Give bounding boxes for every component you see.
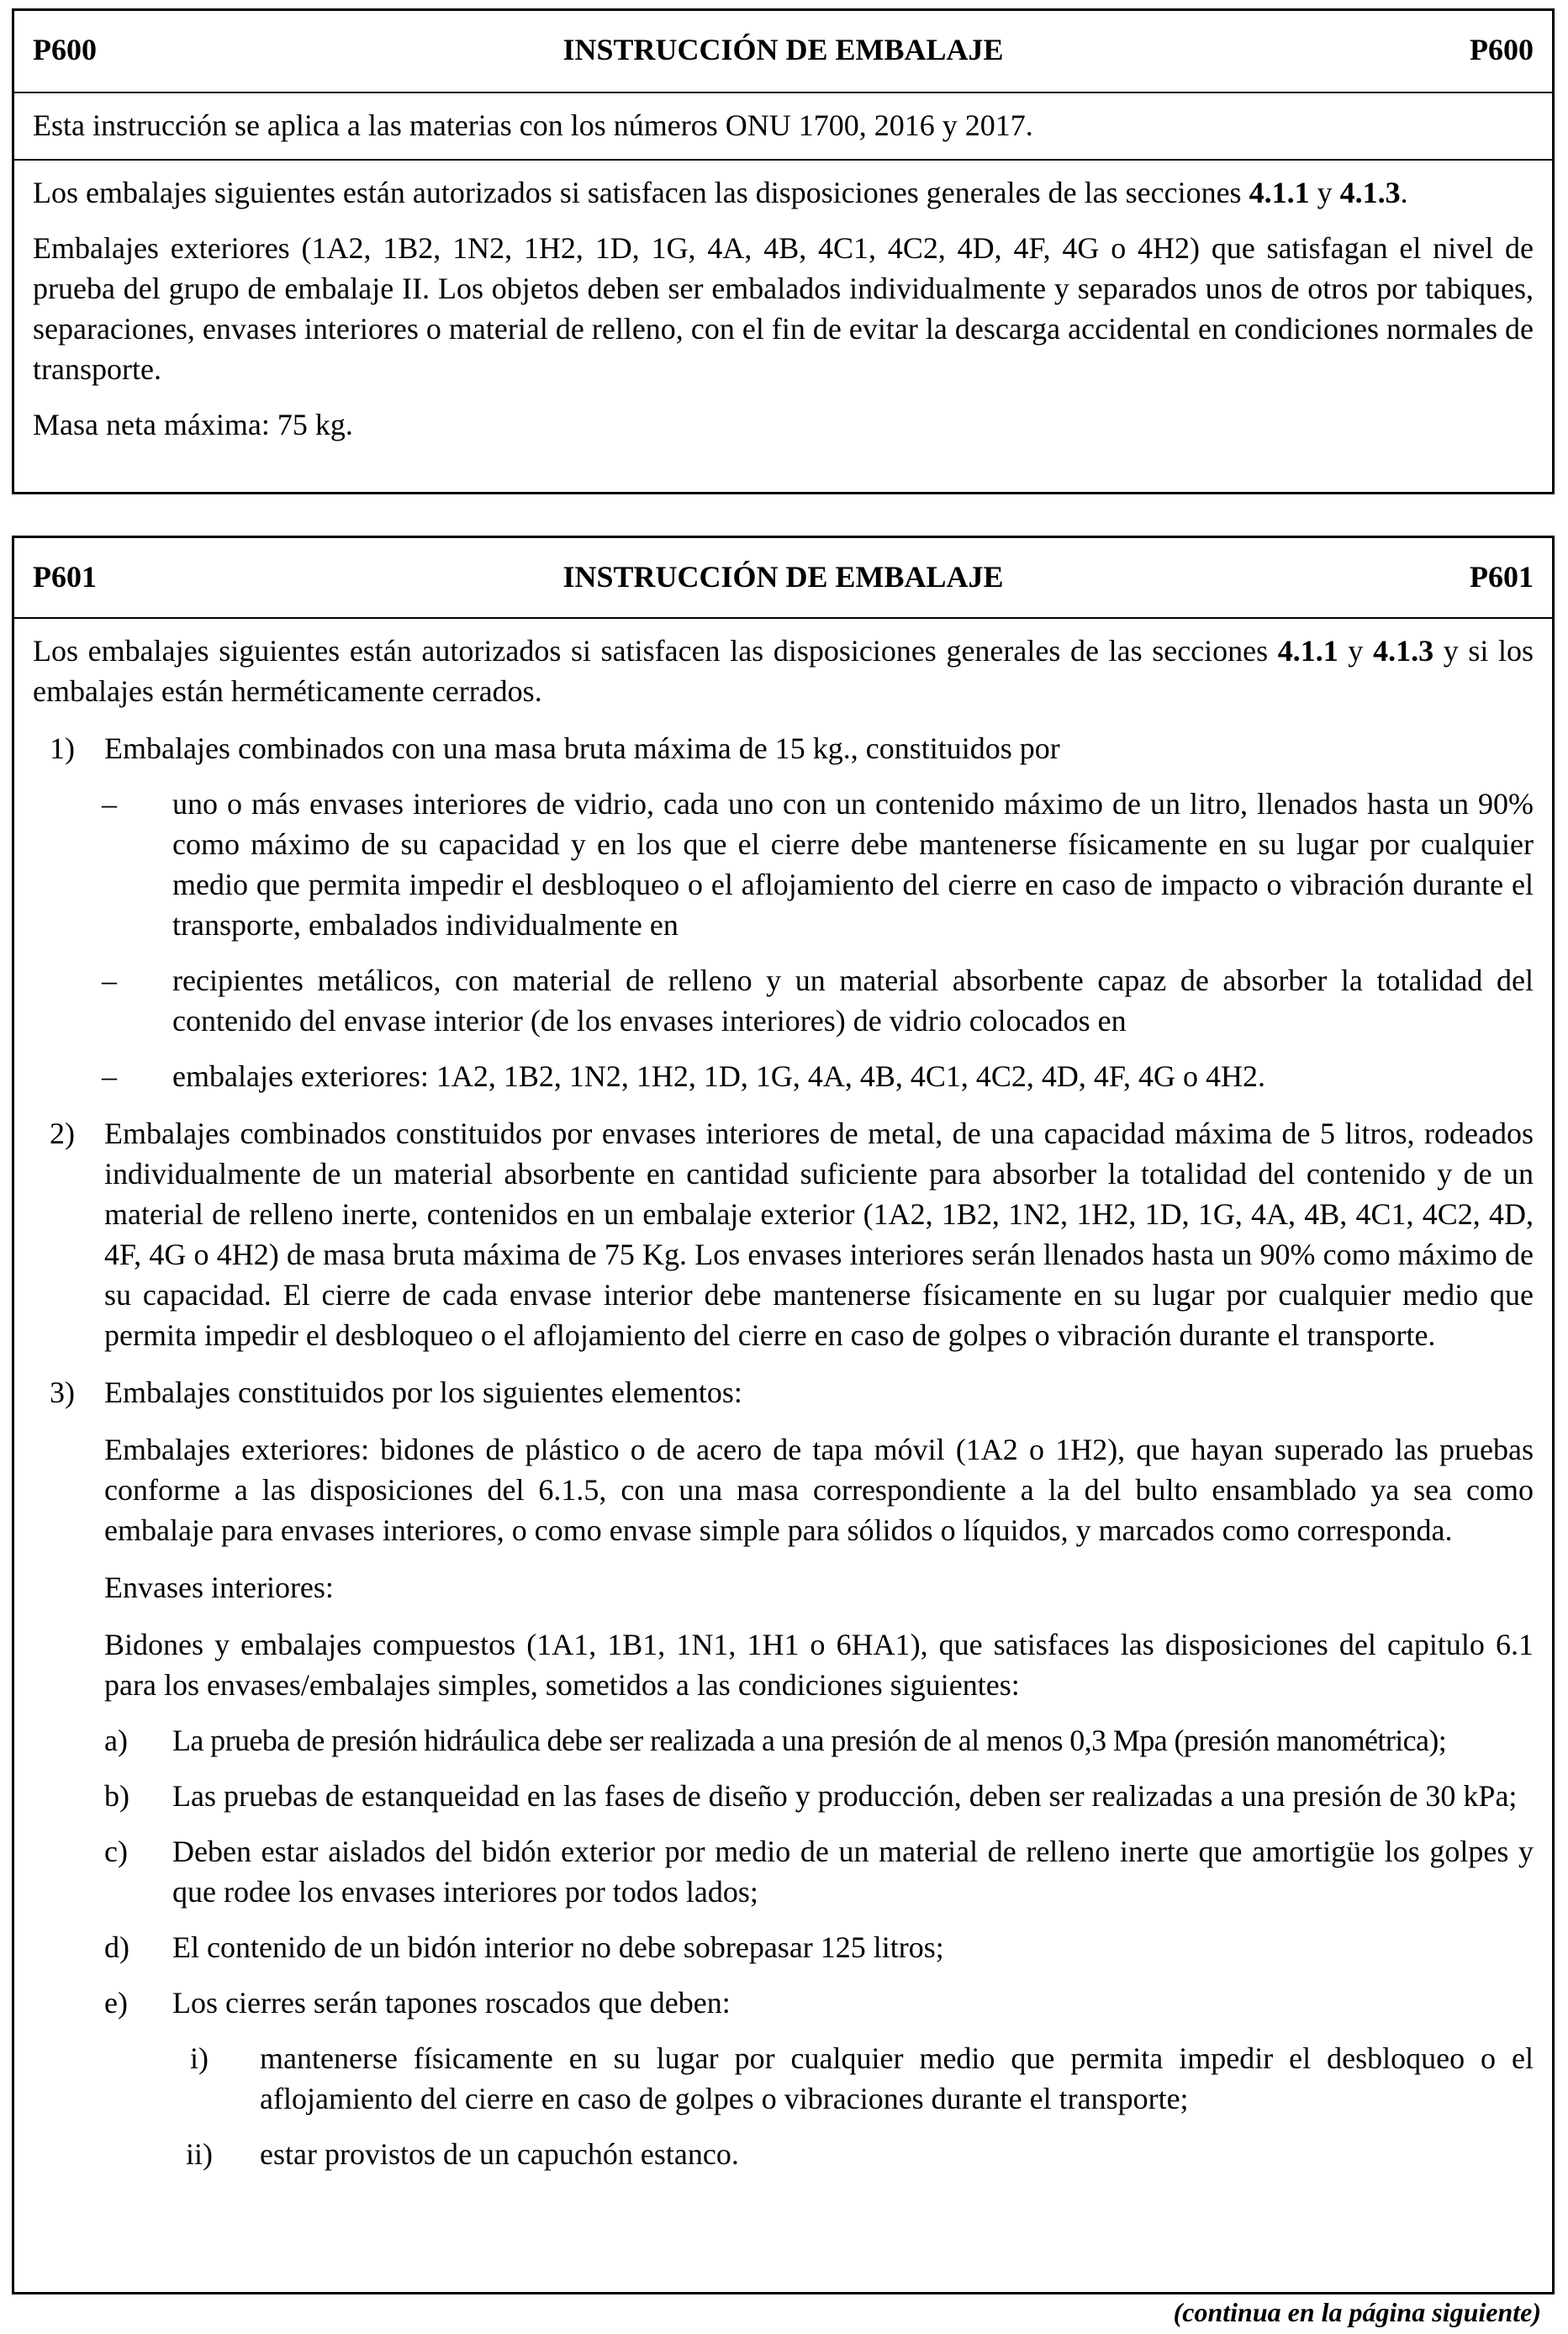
- p601-condition-e-i: [33, 2038, 1534, 2119]
- dash-text: uno o más envases interiores de vidrio, cada uno con un contenido máximo de un litro, llenados hasta un 90% como máximo de su capacidad y en los que el cierre debe mantenerse físicamente en su lugar por cualquier medio que permita impedir el desbloqueo o el aflojamiento del cierre en caso de impacto o vibración durante el transporte, embalados individualmente en: [172, 787, 1534, 942]
- condition-letter: b): [104, 1779, 129, 1813]
- p600-code-right: P600: [1470, 33, 1534, 66]
- p601-condition-e: [33, 1983, 1534, 2023]
- p601-intro-text: Los embalajes siguientes están autorizados si satisfacen las disposiciones generales de las secciones 4.1.1 y 4.1.3 y si los embalajes están herméticamente cerrados.: [33, 634, 1534, 708]
- p601-item-1-dash-3: [33, 1056, 1534, 1096]
- condition-letter: c): [104, 1835, 128, 1868]
- p600-instruction-box: [12, 8, 1555, 494]
- item-text: Embalajes combinados constituidos por envases interiores de metal, de una capacidad máxima de 5 litros, rodeados individualmente de un material absorbente en cantidad suficiente para absorber la totalidad del contenido y de un material de relleno inerte, contenidos en un embalaje exterior (1A2, 1B2, 1N2, 1H2, 1D, 1G, 4A, 4B, 4C1, 4C2, 4D, 4F, 4G o 4H2) de masa bruta máxima de 75 Kg. Los envases interiores serán llenados hasta un 90% como máximo de su capacidad. El cierre de cada envase interior debe mantenerse físicamente en su lugar por cualquier medio que permita impedir el desbloqueo o el aflojamiento del cierre en caso de golpes o vibración durante el transporte.: [104, 1117, 1534, 1352]
- p601-ref-4-1-3: 4.1.3: [1373, 634, 1434, 668]
- roman-text: estar provistos de un capuchón estanco.: [260, 2137, 739, 2171]
- condition-letter: a): [104, 1724, 128, 1757]
- p600-header: [14, 11, 1552, 93]
- outer-packagings-text: Embalajes exteriores: bidones de plástico o de acero de tapa móvil (1A2 o 1H2), que hayan superado las pruebas conforme a las disposiciones del 6.1.5, con una masa correspondiente a la del bulto ensamblado ya sea como embalaje para envases interiores, o como envase simple para sólidos o líquidos, y marcados como corresponda.: [104, 1433, 1534, 1547]
- dash-text: recipientes metálicos, con material de relleno y un material absorbente capaz de absorber la totalidad del contenido del envase interior (de los envases interiores) de vidrio colocados en: [172, 964, 1534, 1038]
- p601-code-left: P601: [33, 560, 97, 594]
- roman-text: mantenerse físicamente en su lugar por cualquier medio que permita impedir el desbloqueo o el aflojamiento del cierre en caso de golpes o vibraciones durante el transporte;: [260, 2041, 1534, 2115]
- p600-applies-section: [14, 93, 1552, 161]
- condition-letter: d): [104, 1930, 129, 1964]
- p600-applies-text: Esta instrucción se aplica a las materias con los números ONU 1700, 2016 y 2017.: [33, 108, 1033, 142]
- condition-text: Deben estar aislados del bidón exterior por medio de un material de relleno inerte que amortigüe los golpes y que rodee los envases interiores por todos lados;: [172, 1835, 1534, 1909]
- p601-code-right: P601: [1470, 560, 1534, 594]
- item-number: 2): [50, 1117, 75, 1150]
- p601-body-section: [14, 619, 1552, 2188]
- p601-condition-a: [33, 1720, 1534, 1761]
- condition-text: El contenido de un bidón interior no debe sobrepasar 125 litros;: [172, 1930, 944, 1964]
- p600-max-mass-text: Masa neta máxima: 75 kg.: [33, 408, 353, 441]
- p601-condition-c: [33, 1831, 1534, 1912]
- p601-item-3-outer: [33, 1429, 1534, 1550]
- p601-item-1-dash-1: [33, 784, 1534, 945]
- p601-item-3-inner: [33, 1624, 1534, 1705]
- item-number: 3): [50, 1376, 75, 1409]
- roman-numeral: ii): [186, 2137, 213, 2171]
- inner-packagings-text: Bidones y embalajes compuestos (1A1, 1B1, 1N1, 1H1 o 6HA1), que satisfaces las disposiciones del capitulo 6.1 para los envases/embalajes simples, sometidos a las condiciones siguientes:: [104, 1628, 1534, 1702]
- roman-numeral: i): [190, 2041, 209, 2075]
- p601-item-2: [33, 1113, 1534, 1355]
- p600-outer-packagings-text: Embalajes exteriores (1A2, 1B2, 1N2, 1H2, 1D, 1G, 4A, 4B, 4C1, 4C2, 4D, 4F, 4G o 4H2) que satisfagan el nivel de prueba del grupo de embalaje II. Los objetos deben ser embalados individualmente y separados unos de otros por tabiques, separaciones, envases interiores o material de relleno, con el fin de evitar la descarga accidental en condiciones normales de transporte.: [33, 231, 1534, 386]
- continued-next-page-note: (continua en la página siguiente): [1173, 2297, 1541, 2327]
- p601-condition-d: [33, 1927, 1534, 1967]
- p601-item-3: [33, 1372, 1534, 1413]
- p600-body-section: [14, 161, 1552, 458]
- p601-item-1: [33, 728, 1534, 768]
- condition-text: La prueba de presión hidráulica debe ser realizada a una presión de al menos 0,3 Mpa (presión manométrica);: [172, 1724, 1447, 1757]
- dash-marker: –: [102, 787, 117, 821]
- dash-marker: –: [102, 1059, 117, 1093]
- p601-condition-e-ii: [33, 2134, 1534, 2174]
- p600-ref-4-1-1: 4.1.1: [1249, 176, 1310, 209]
- condition-letter: e): [104, 1986, 128, 2020]
- item-number: 1): [50, 731, 75, 765]
- item-text: Embalajes constituidos por los siguientes elementos:: [104, 1376, 742, 1409]
- p601-header: [14, 538, 1552, 619]
- p600-authorized-text: Los embalajes siguientes están autorizados si satisfacen las disposiciones generales de las secciones 4.1.1 y 4.1.3.: [33, 176, 1408, 209]
- p600-code-left: P600: [33, 33, 97, 66]
- condition-text: Los cierres serán tapones roscados que deben:: [172, 1986, 731, 2020]
- p600-ref-4-1-3: 4.1.3: [1339, 176, 1401, 209]
- dash-marker: –: [102, 964, 117, 997]
- condition-text: Las pruebas de estanqueidad en las fases de diseño y producción, deben ser realizadas a una presión de 30 kPa;: [172, 1779, 1518, 1813]
- p601-ref-4-1-1: 4.1.1: [1277, 634, 1338, 668]
- p600-title: INSTRUCCIÓN DE EMBALAJE: [562, 33, 1004, 66]
- p601-item-1-dash-2: [33, 960, 1534, 1041]
- p601-instruction-box: [12, 536, 1555, 2294]
- p601-condition-b: [33, 1776, 1534, 1816]
- item-text: Embalajes combinados con una masa bruta máxima de 15 kg., constituidos por: [104, 731, 1060, 765]
- dash-text: embalajes exteriores: 1A2, 1B2, 1N2, 1H2, 1D, 1G, 4A, 4B, 4C1, 4C2, 4D, 4F, 4G o 4H2.: [172, 1059, 1266, 1093]
- inner-packagings-label: Envases interiores:: [104, 1571, 334, 1604]
- p601-title: INSTRUCCIÓN DE EMBALAJE: [562, 560, 1004, 594]
- p601-item-3-inner-label: [33, 1567, 1534, 1608]
